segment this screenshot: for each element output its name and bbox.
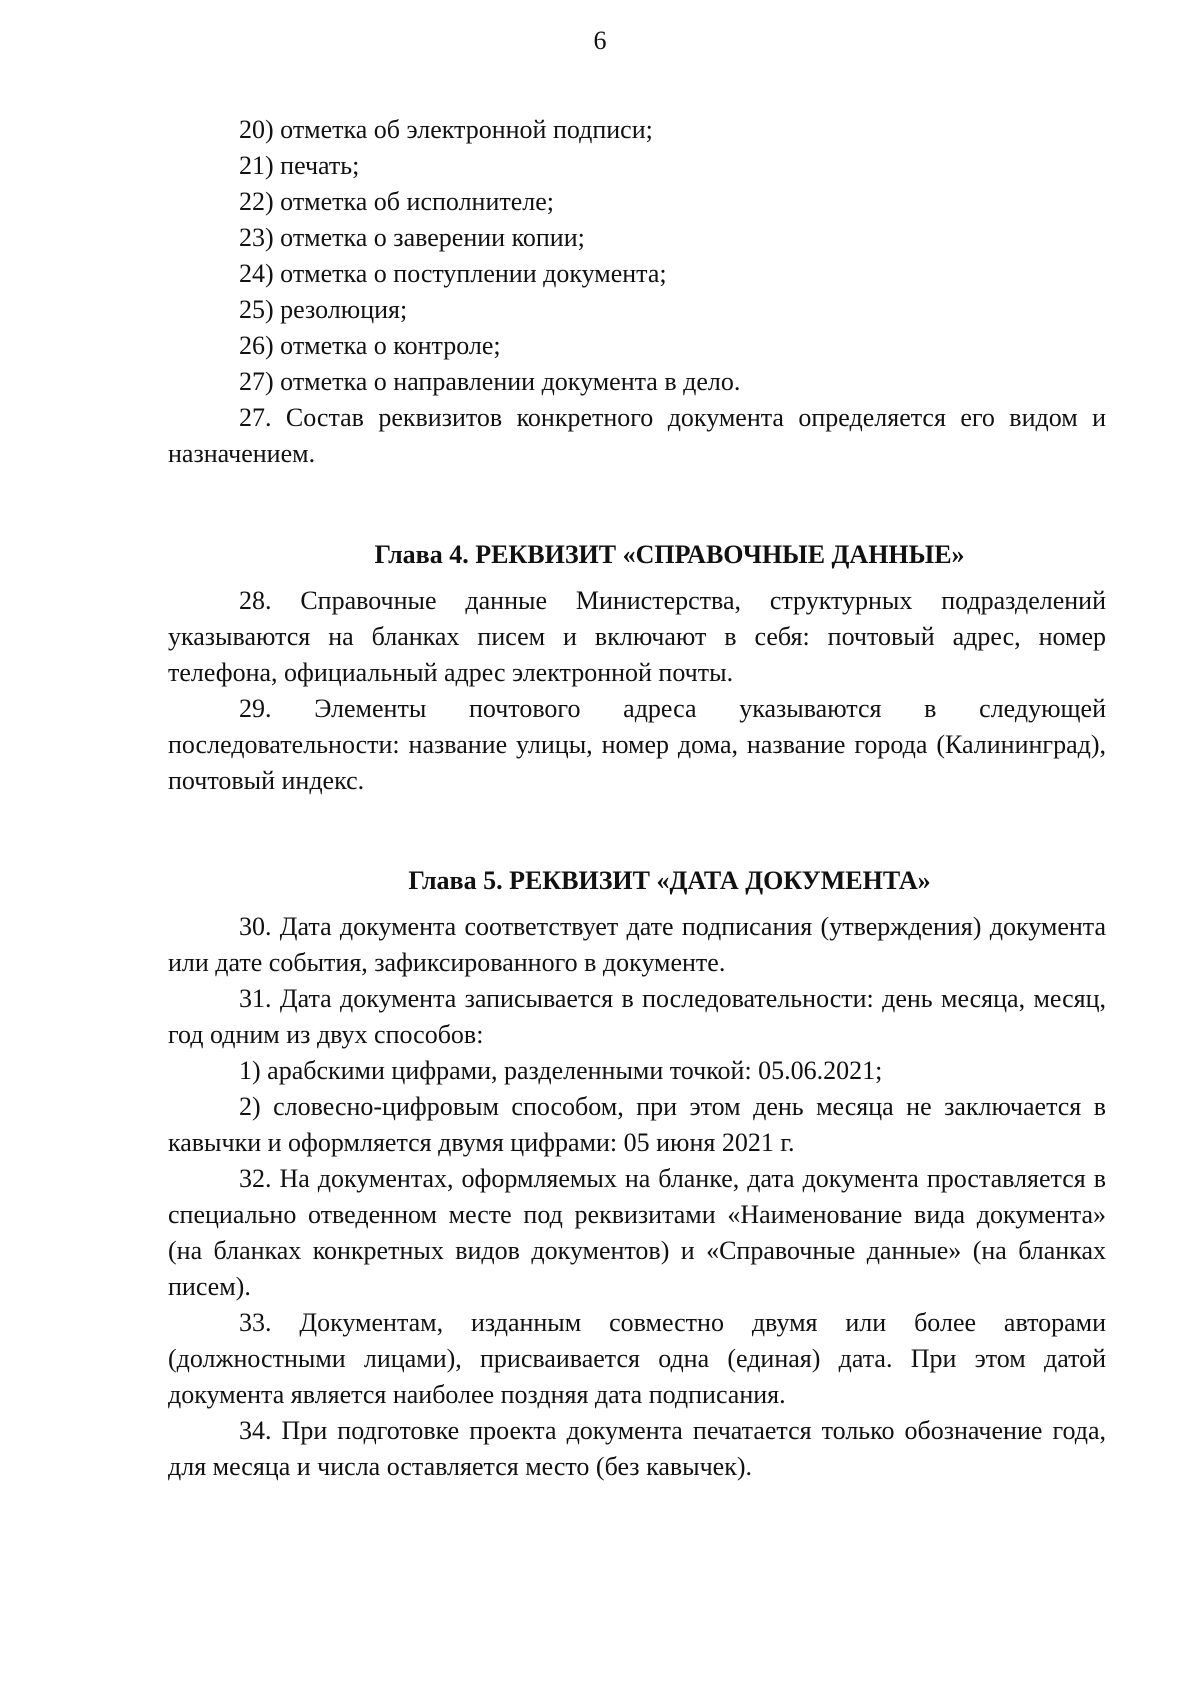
list-item: 23) отметка о заверении копии;: [239, 223, 585, 252]
paragraph-32: 32. На документах, оформляемых на бланке, дата документа проставляется в специально отведенном месте под реквизитами «Наименование вида документа» (на бланках конкретных видов документов) и «Справочные данные» (на бланках писем).: [168, 1164, 1106, 1301]
list-item: 27) отметка о направлении документа в дело.: [239, 367, 741, 396]
paragraph-31-item-2: 2) словесно-цифровым способом, при этом день месяца не заключается в кавычки и оформляется двумя цифрами: 05 июня 2021 г.: [168, 1092, 1106, 1157]
page-number: 6: [593, 26, 607, 55]
list-item: 21) печать;: [239, 151, 360, 180]
chapter-4-heading: Глава 4. РЕКВИЗИТ «СПРАВОЧНЫЕ ДАННЫЕ»: [374, 540, 965, 569]
list-item: 22) отметка об исполнителе;: [239, 187, 555, 216]
paragraph-31: 31. Дата документа записывается в последовательности: день месяца, месяц, год одним из двух способов:: [168, 984, 1106, 1049]
list-item: 24) отметка о поступлении документа;: [239, 259, 667, 288]
document-body: [168, 112, 1106, 1485]
paragraph-34: 34. При подготовке проекта документа печатается только обозначение года, для месяца и числа оставляется место (без кавычек).: [168, 1416, 1106, 1481]
list-item: 26) отметка о контроле;: [239, 331, 501, 360]
paragraph-29: 29. Элементы почтового адреса указываются в следующей последовательности: название улицы, номер дома, название города (Калининград), почтовый индекс.: [168, 694, 1106, 795]
list-item: 25) резолюция;: [239, 295, 408, 324]
paragraph-31-item-1: 1) арабскими цифрами, разделенными точкой: 05.06.2021;: [239, 1056, 883, 1085]
chapter-5-heading: Глава 5. РЕКВИЗИТ «ДАТА ДОКУМЕНТА»: [408, 866, 931, 895]
paragraph-30: 30. Дата документа соответствует дате подписания (утверждения) документа или дате события, зафиксированного в документе.: [168, 912, 1106, 977]
paragraph-28: 28. Справочные данные Министерства, структурных подразделений указываются на бланках писем и включают в себя: почтовый адрес, номер телефона, официальный адрес электронной почты.: [168, 586, 1106, 687]
paragraph-33: 33. Документам, изданным совместно двумя или более авторами (должностными лицами), присваивается одна (единая) дата. При этом датой документа является наиболее поздняя дата подписания.: [168, 1308, 1106, 1409]
paragraph-27: 27. Состав реквизитов конкретного документа определяется его видом и назначением.: [168, 403, 1106, 468]
list-item: 20) отметка об электронной подписи;: [239, 115, 653, 144]
